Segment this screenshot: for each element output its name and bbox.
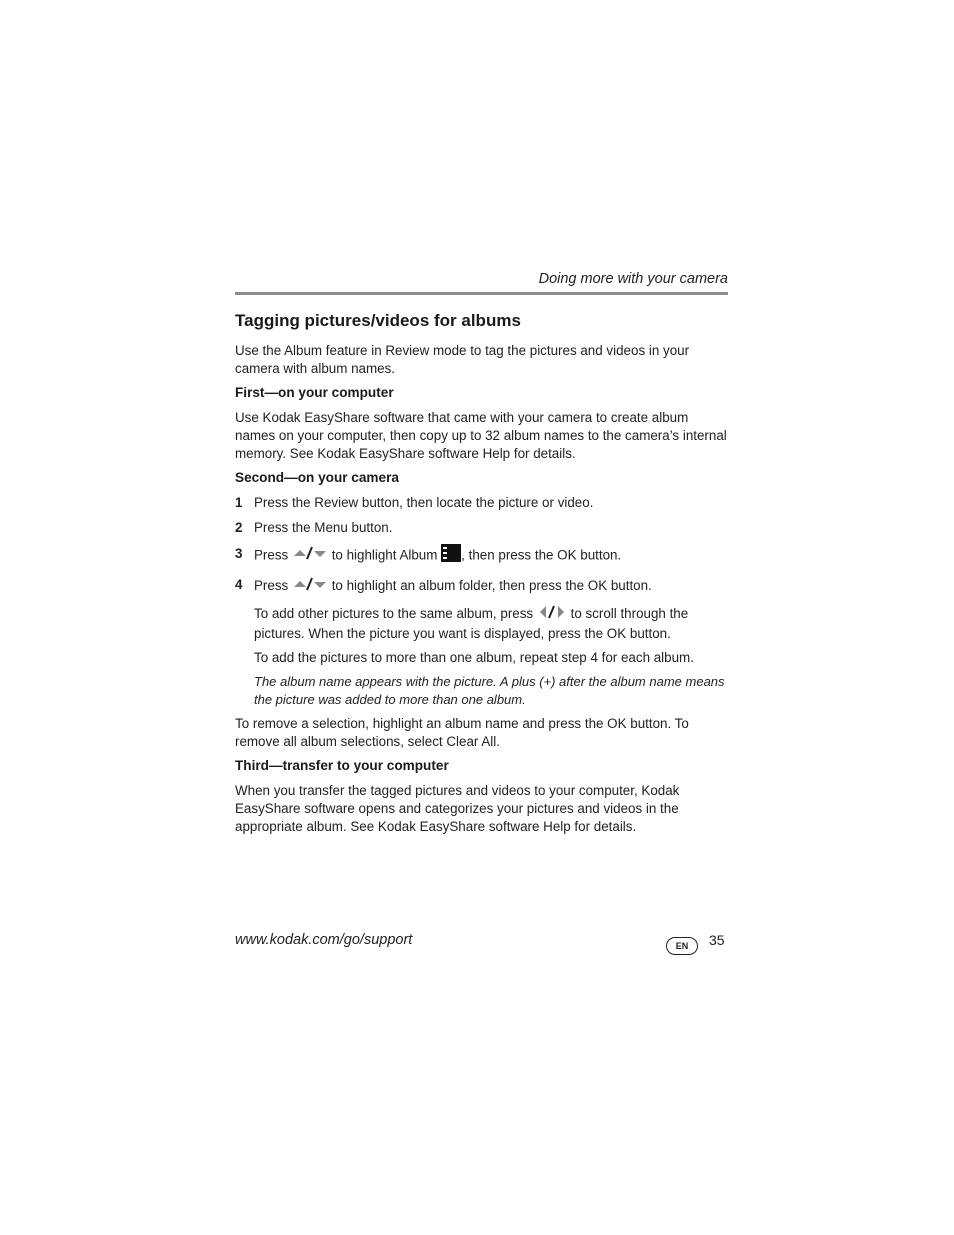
intro-paragraph: Use the Album feature in Review mode to tag the pictures and videos in your camera with album names.	[235, 343, 690, 376]
up-down-arrows-icon	[292, 545, 328, 567]
left-right-arrows-icon	[537, 604, 567, 625]
language-badge: EN	[666, 937, 698, 955]
step-4	[235, 576, 728, 597]
main-content	[235, 310, 728, 842]
step-1	[235, 494, 728, 512]
header-rule	[235, 292, 728, 295]
second-heading: Second—on your camera	[235, 470, 399, 485]
more-albums-paragraph: To add the pictures to more than one album, repeat step 4 for each album.	[254, 650, 694, 665]
support-url-link[interactable]: www.kodak.com/go/support	[235, 932, 413, 948]
step-text-press: Press	[254, 578, 289, 594]
step-2	[235, 519, 728, 537]
album-icon	[441, 544, 461, 568]
note-paragraph: The album name appears with the picture. A plus (+) after the album name means the picture was added to more than one album.	[254, 674, 725, 707]
step-number: 3	[235, 546, 243, 561]
step-text: Press the Menu button.	[254, 520, 393, 535]
third-heading: Third—transfer to your computer	[235, 758, 449, 773]
step-text-after: , then press the OK button.	[461, 547, 622, 563]
step-3	[235, 544, 728, 568]
step-number: 4	[235, 577, 243, 592]
first-body: Use Kodak EasyShare software that came with your camera to create album names on your computer, then copy up to 32 album names to the camera’s internal memory. See Kodak EasyShare software Help for details.	[235, 410, 727, 461]
step-text-press: Press	[254, 547, 289, 563]
tip-paragraph	[235, 604, 728, 643]
tip-suffix: to scroll through the pictures. When the picture you want is displayed, press the OK button.	[254, 606, 689, 641]
step-number: 1	[235, 495, 243, 510]
remove-paragraph: To remove a selection, highlight an album name and press the OK button. To remove all album selections, select Clear All.	[235, 716, 689, 749]
third-body: When you transfer the tagged pictures and videos to your computer, Kodak EasyShare software opens and categorizes your pictures and videos in the appropriate album. See Kodak EasyShare software Help for details.	[235, 783, 680, 834]
up-down-arrows-icon	[292, 576, 328, 597]
running-header: Doing more with your camera	[538, 271, 728, 287]
step-text-after: to highlight an album folder, then press the OK button.	[331, 578, 652, 594]
page-number: 35	[709, 932, 725, 948]
step-number: 2	[235, 520, 243, 535]
tip-prefix: To add other pictures to the same album, press	[254, 606, 534, 622]
step-text: Press the Review button, then locate the picture or video.	[254, 495, 594, 510]
first-heading: First—on your computer	[235, 385, 394, 400]
section-title: Tagging pictures/videos for albums	[235, 311, 521, 330]
step-text-mid: to highlight Album	[331, 547, 438, 563]
